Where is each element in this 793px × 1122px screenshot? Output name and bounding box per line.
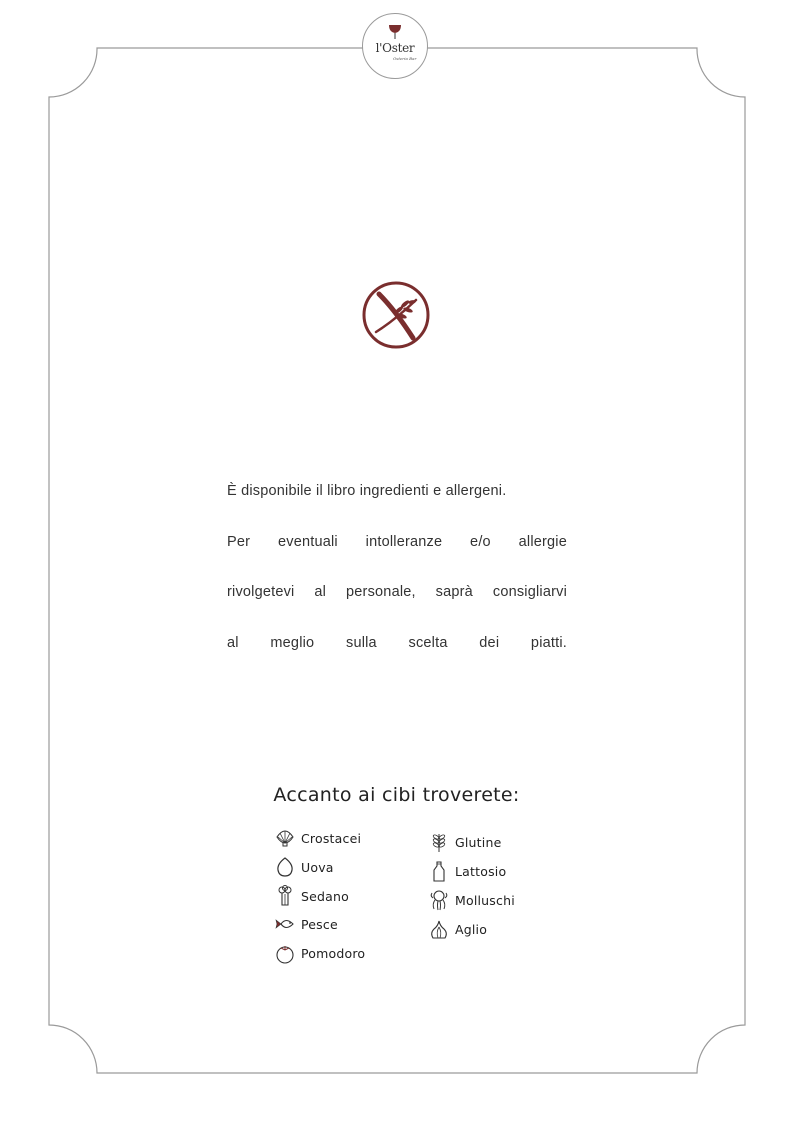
- restaurant-logo: [362, 13, 428, 79]
- egg-icon: [275, 856, 295, 878]
- octopus-icon: [429, 889, 449, 911]
- wine-glass-icon: [385, 24, 405, 40]
- legend-item-aglio: [429, 919, 487, 939]
- logo-tagline: Osteria Bar: [393, 56, 417, 61]
- legend-title: Accanto ai cibi troverete:: [273, 784, 520, 806]
- legend-label: Lattosio: [455, 863, 507, 879]
- legend-label: Molluschi: [455, 892, 515, 908]
- legend-item-molluschi: [429, 890, 515, 910]
- legend-item-crostacei: [275, 828, 361, 848]
- milk-bottle-icon: [429, 860, 449, 882]
- wheat-icon: [429, 831, 449, 853]
- info-line: rivolgetevi al personale, saprà consigliarvi: [227, 584, 567, 600]
- info-line: Per eventuali intolleranze e/o allergie: [227, 534, 567, 550]
- legend-label: Aglio: [455, 921, 488, 937]
- legend-label: Uova: [301, 859, 334, 875]
- info-line: È disponibile il libro ingredienti e allergeni.: [227, 483, 507, 499]
- celery-icon: [275, 885, 295, 907]
- legend-item-pesce: [275, 914, 338, 934]
- legend-item-uova: [275, 857, 334, 877]
- legend-item-glutine: [429, 832, 501, 852]
- legend-label: Crostacei: [301, 830, 362, 846]
- legend-label: Pomodoro: [301, 945, 366, 961]
- garlic-icon: [429, 918, 449, 940]
- legend-label: Pesce: [301, 916, 338, 932]
- crossed-wheat-icon: [361, 280, 431, 350]
- legend-label: Sedano: [301, 888, 349, 904]
- legend-item-sedano: [275, 886, 349, 906]
- legend-label: Glutine: [455, 834, 502, 850]
- logo-name: l'Oster: [375, 41, 415, 55]
- legend-item-pomodoro: [275, 943, 365, 963]
- fish-icon: [275, 913, 295, 935]
- shell-icon: [275, 827, 295, 849]
- tomato-icon: [275, 942, 295, 964]
- info-line: al meglio sulla scelta dei piatti.: [227, 635, 567, 651]
- legend-item-lattosio: [429, 861, 506, 881]
